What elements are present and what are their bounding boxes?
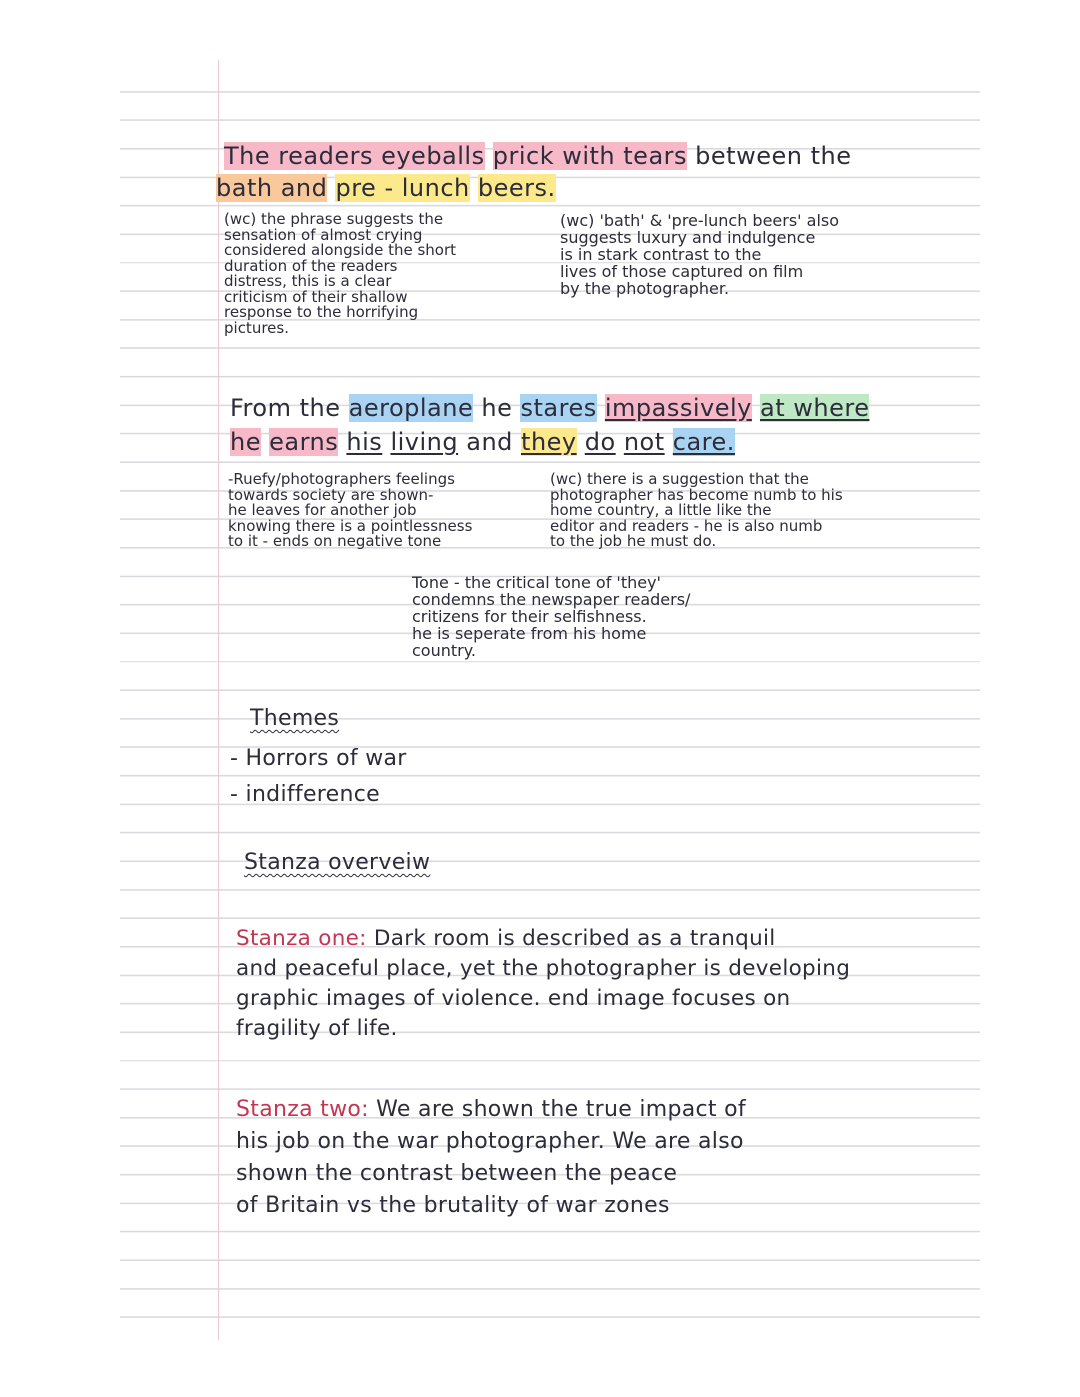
note-line: by the photographer. bbox=[560, 279, 730, 298]
quote2-text: he bbox=[230, 428, 261, 456]
note-line: considered alongside the short bbox=[224, 241, 457, 259]
quote1-text: prick with tears bbox=[492, 142, 688, 170]
note-line: to it - ends on negative tone bbox=[228, 532, 442, 550]
note-line: country. bbox=[412, 641, 476, 660]
note-line: he leaves for another job bbox=[228, 501, 417, 519]
quote2-text: he bbox=[481, 394, 513, 422]
stanza-line: shown the contrast between the peace bbox=[236, 1161, 678, 1186]
note-line: -Ruefy/photographers feelings bbox=[228, 470, 455, 488]
quote2-text: earns bbox=[269, 428, 339, 456]
quote1-text: pre - lunch bbox=[335, 174, 470, 202]
theme-item: - Horrors of war bbox=[230, 746, 407, 771]
stanza-one-block bbox=[236, 924, 850, 1044]
stanza-one-label: Stanza one: bbox=[236, 926, 367, 951]
quote2-text: not bbox=[623, 428, 665, 456]
stanza-text: We are shown the true impact of bbox=[376, 1097, 746, 1122]
note-line: lives of those captured on film bbox=[560, 262, 804, 281]
quote2-text: at where bbox=[760, 394, 870, 422]
note-line: suggests luxury and indulgence bbox=[560, 228, 816, 247]
note-line: condemns the newspaper readers/ bbox=[412, 590, 691, 609]
quote1-text: bath and bbox=[216, 174, 328, 202]
stanza-line: his job on the war photographer. We are also bbox=[236, 1129, 744, 1154]
stanza-line: fragility of life. bbox=[236, 1016, 398, 1041]
note-line: distress, this is a clear bbox=[224, 272, 392, 290]
stanza-line: of Britain vs the brutality of war zones bbox=[236, 1193, 670, 1218]
quote1-line1 bbox=[224, 142, 851, 170]
note-line: he is seperate from his home bbox=[412, 624, 647, 643]
note-line: criticism of their shallow bbox=[224, 287, 408, 306]
quote2-text: From the bbox=[230, 394, 341, 422]
note-line: critizens for their selfishness. bbox=[412, 607, 647, 626]
note-line: duration of the readers bbox=[224, 256, 398, 275]
quote1-text: beers. bbox=[477, 174, 556, 202]
note-line: towards society are shown- bbox=[228, 485, 434, 504]
note-line: response to the horrifying bbox=[224, 303, 419, 321]
quote2-text: his bbox=[346, 428, 383, 456]
note-line: Tone - the critical tone of 'they' bbox=[412, 573, 661, 592]
quote1-text: between the bbox=[695, 142, 852, 170]
stanza-line bbox=[236, 924, 850, 954]
stanza-two-label: Stanza two: bbox=[236, 1097, 369, 1122]
stanza-text: Dark room is described as a tranquil bbox=[373, 926, 776, 951]
note-line: knowing there is a pointlessness bbox=[228, 516, 473, 535]
note-line: (wc) the phrase suggests the bbox=[224, 210, 444, 228]
quote1-text: The readers eyeballs bbox=[224, 142, 485, 170]
note-line: sensation of almost crying bbox=[224, 225, 423, 244]
stanza-line: and peaceful place, yet the photographer is developing bbox=[236, 956, 851, 981]
note3-tone bbox=[412, 574, 690, 659]
overview-title: Stanza overveiw bbox=[244, 850, 431, 875]
notebook-page bbox=[120, 60, 980, 1340]
quote2-text: and bbox=[466, 428, 513, 456]
note-line: to the job he must do. bbox=[550, 532, 717, 550]
quote1-line2 bbox=[216, 174, 556, 202]
quote2-text: aeroplane bbox=[348, 394, 474, 422]
overview-heading bbox=[244, 850, 430, 875]
note-line: is in stark contrast to the bbox=[560, 245, 762, 264]
quote2-text: living bbox=[390, 428, 459, 456]
note-line: home country, a little like the bbox=[550, 501, 772, 519]
quote2-text: they bbox=[521, 428, 577, 456]
quote2-text: care. bbox=[672, 428, 735, 456]
stanza-line: graphic images of violence. end image focuses on bbox=[236, 986, 791, 1011]
note-line: photographer has become numb to his bbox=[550, 485, 843, 504]
quote2-text: stares bbox=[520, 394, 597, 422]
quote2-line1 bbox=[230, 394, 869, 422]
note-line: (wc) 'bath' & 'pre-lunch beers' also bbox=[560, 211, 840, 230]
note2-left bbox=[228, 472, 472, 550]
theme-item: - indifference bbox=[230, 782, 380, 807]
themes-title: Themes bbox=[250, 706, 340, 731]
note2-right bbox=[550, 472, 843, 550]
note-line: pictures. bbox=[224, 318, 289, 337]
note1-right bbox=[560, 212, 839, 297]
stanza-line bbox=[236, 1094, 746, 1126]
margin-line bbox=[218, 60, 219, 1340]
quote2-text: impassively bbox=[604, 394, 752, 422]
themes-heading bbox=[250, 706, 339, 731]
quote2-line2 bbox=[230, 428, 735, 456]
note-line: editor and readers - he is also numb bbox=[550, 516, 823, 535]
note1-left bbox=[224, 212, 456, 336]
note-line: (wc) there is a suggestion that the bbox=[550, 470, 809, 488]
quote2-text: do bbox=[584, 428, 616, 456]
stanza-two-block bbox=[236, 1094, 746, 1222]
